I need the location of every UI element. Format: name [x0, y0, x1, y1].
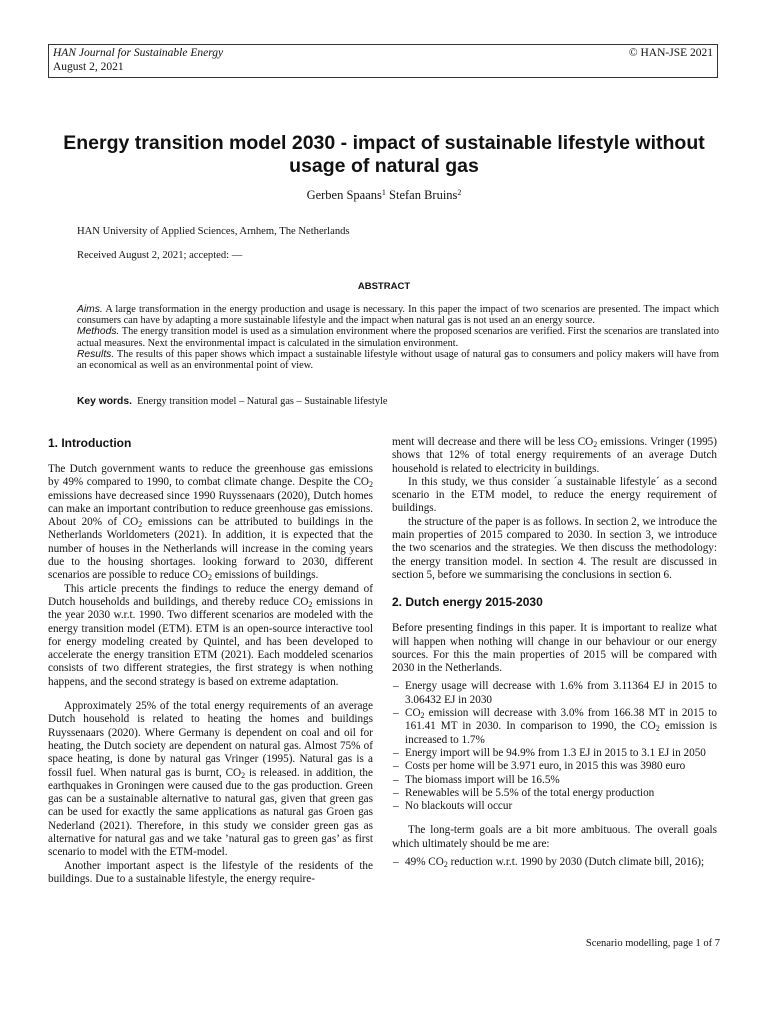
- received-line: Received August 2, 2021; accepted: —: [77, 250, 243, 261]
- list-item: – The biomass import will be 16.5%: [392, 774, 717, 787]
- paragraph: The long-term goals are a bit more ambituous. The overall goals which ultimately should be me are:: [392, 824, 717, 850]
- properties-list: [392, 680, 717, 813]
- journal-name: HAN Journal for Sustainable Energy: [53, 47, 224, 59]
- copyright-notice: © HAN-JSE 2021: [628, 47, 713, 59]
- list-item: – Energy import will be 94.9% from 1.3 EJ in 2015 to 3.1 EJ in 2050: [392, 747, 717, 760]
- abstract-aims: Aims. A large transformation in the energy production and usage is necessary. In this paper the impact of two scenarios are presented. The impact which consumers can have by adapting a more sustainable lifestyle and the impact when natural gas is not used an an energy source.: [77, 304, 719, 327]
- paragraph: In this study, we thus consider ´a sustainable lifestyle´ as a second scenario in the ETM model, to reduce the energy requirement of buildings.: [392, 475, 717, 515]
- section-heading-introduction: 1. Introduction: [48, 436, 132, 450]
- paragraph: the structure of the paper is as follows. In section 2, we introduce the main properties of 2015 compared to 2030. In section 3, we introduce the two scenarios and the strategies. We then discuss the methodology: the energy transition model. In section 4. The result are discussed in section 5, before we summarising the conclusions in section 6.: [392, 515, 717, 581]
- goals-list: [392, 856, 717, 869]
- running-header: [48, 44, 718, 78]
- paragraph: The Dutch government wants to reduce the greenhouse gas emissions by 49% compared to 1990, to combat climate change. Despite the $CO_2$ emissions have decreased since 1990 Ruyssenaars (2020), Dutch homes can make an important contribution to reduce greenhouse gas emissions. About 20% of $CO_2$ emissions can be attributed to buildings in the Netherlands Worldometers (2021). In addition, it is expected that the number of houses in the Netherlands will increase in the coming years due to the housing shortages. looking forward to 2030, different scenarios are possible to reduce $CO_2$ emissions of buildings.: [48, 463, 373, 583]
- abstract-methods: Methods. The energy transition model is used as a simulation environment where the proposed scenarios are verified. First the scenarios are translated into actual measures. Next the environmental impact is calculated in the simulation environment.: [77, 326, 720, 349]
- paragraph: Before presenting findings in this paper. It is important to realize what will happen when nothing will change in our behaviour or our energy sources. For this the main properties of 2015 will be compared with 2030 in the Netherlands.: [392, 622, 717, 675]
- abstract-results: Results. The results of this paper shows which impact a sustainable lifestyle without usage of natural gas to consumers and policy makers will have from an economical as well as an environmental point of view.: [77, 348, 719, 372]
- paper-title: Energy transition model 2030 - impact of sustainable lifestyle without usage of natural gas: [63, 132, 705, 177]
- list-item: – 49% $CO_2$ reduction w.r.t. 1990 by 2030 (Dutch climate bill, 2016);: [392, 856, 717, 869]
- left-column: [48, 436, 373, 886]
- author-name: Stefan Bruins: [389, 188, 458, 202]
- list-item: – Energy usage will decrease with 1.6% from 3.11364 EJ in 2015 to 3.06432 EJ in 2030: [392, 680, 717, 707]
- paragraph: ment will decrease and there will be less $CO_2$ emissions. Vringer (1995) shows that 12% of total energy requirements of an average Dutch household is related to electricity in buildings.: [392, 436, 717, 475]
- abstract-heading: ABSTRACT: [357, 281, 411, 292]
- keywords: Key words. Energy transition model – Natural gas – Sustainable lifestyle: [77, 396, 388, 407]
- abstract-body: [77, 304, 719, 371]
- right-column: [392, 436, 717, 869]
- list-item: – $CO_2$ emission will decrease with 3.0% from 166.38 MT in 2015 to 161.41 MT in 2030. In comparison to 1990, the $CO_2$ emission is increased to 1.7%: [392, 707, 717, 747]
- list-item: – No blackouts will occur: [392, 800, 717, 813]
- section-heading-dutch-energy: 2. Dutch energy 2015-2030: [392, 595, 543, 610]
- affiliation: HAN University of Applied Sciences, Arnhem, The Netherlands: [77, 226, 350, 237]
- list-item: – Renewables will be 5.5% of the total energy production: [392, 787, 717, 800]
- author-list: Gerben Spaans$^1$ Stefan Bruins$^2$: [306, 188, 462, 202]
- list-item: – Costs per home will be 3.971 euro, in 2015 this was 3980 euro: [392, 760, 717, 773]
- paragraph: Approximately 25% of the total energy requirements of an average Dutch household is related to heating the homes and buildings Ruyssenaars (2020). Where Germany is dependent on coal and oil for heating, the Dutch society are dependent on natural gas. Almost 75% of space heating, is done by natural gas Vringer (1995). Natural gas is a fossil fuel. When natural gas is burnt, $CO_2$ is released. in addition, the earthquakes in Groningen were caused due to the gas production. Green gas can be a sustainable alternative to natural gas, given that green gas can be used for exactly the same applications as natural gas Groen gas Nederland (2021). Therefore, in this study we consider green gas as alternative for natural gas and we take ’natural gas to green gas’ as first scenario to model with the ETM-model.: [48, 700, 373, 859]
- author-name: Gerben Spaans: [306, 188, 382, 202]
- paragraph: Another important aspect is the lifestyle of the residents of the buildings. Due to a sustainable lifestyle, the energy require-: [48, 859, 373, 885]
- page-footer: Scenario modelling, page 1 of 7: [585, 938, 720, 949]
- issue-date: August 2, 2021: [53, 61, 124, 73]
- paragraph: This article precents the findings to reduce the energy demand of Dutch households and buildings, and thereby reduce $CO_2$ emissions in the year 2030 w.r.t. 1990. Two different scenarios are modeled with the energy transition model (ETM). ETM is an open-source interactive tool for energy modeling created by Quintel, and has been developed to accelerate the energy transition ETM (2021). Each moddeled scenarios consists of two different strategies, the first strategy is when nothing happens, and the second strategy is based on extreme adaptation.: [48, 582, 373, 688]
